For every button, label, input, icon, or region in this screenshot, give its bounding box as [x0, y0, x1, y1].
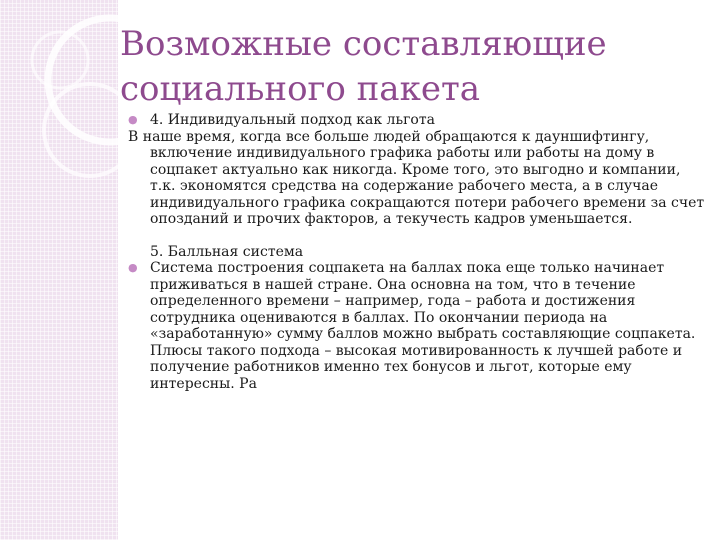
paragraph-text: В наше время, когда все больше людей обращаются к дауншифтингу, включение индивидуального графика работы или работы на дому в соцпакет актуально как никогда. Кроме того, это выгодно и компании, т.к. экономятся средства на содержание рабочего места, а в случае индивидуального графика сокращаются потери рабочего времени за счет опозданий и прочих факторов, а текучесть кадров уменьшается.: [128, 128, 705, 227]
spacer: [128, 228, 708, 244]
slide-body: [128, 112, 708, 392]
list-item-5-heading: [128, 244, 708, 261]
list-item-text: Система построения соцпакета на баллах пока еще только начинает приживаться в нашей стране. Она основна на том, что в течение определенного времени – например, года – работа и достижения сотрудника оцениваются в баллах. По окончании периода на «заработанную» сумму баллов можно выбрать составляющие соцпакета. Плюсы такого подхода – высокая мотивированность к лучшей работе и получение работников именно тех бонусов и льгот, которые ему интересны. Ра: [150, 260, 696, 392]
list-item-4: [128, 112, 708, 129]
list-item-points-system: [128, 260, 708, 392]
list-item-text: 4. Индивидуальный подход как льгота: [150, 112, 435, 128]
paragraph-individual-approach: [128, 129, 708, 228]
bullet-icon: ●: [128, 113, 138, 126]
list-item-text: 5. Балльная система: [150, 243, 304, 260]
slide-title: Возможные составляющие социального пакета: [120, 24, 607, 109]
bullet-icon: ●: [128, 261, 138, 274]
decorative-circles-graphic: [0, 0, 118, 540]
decorative-side-band: [0, 0, 118, 540]
